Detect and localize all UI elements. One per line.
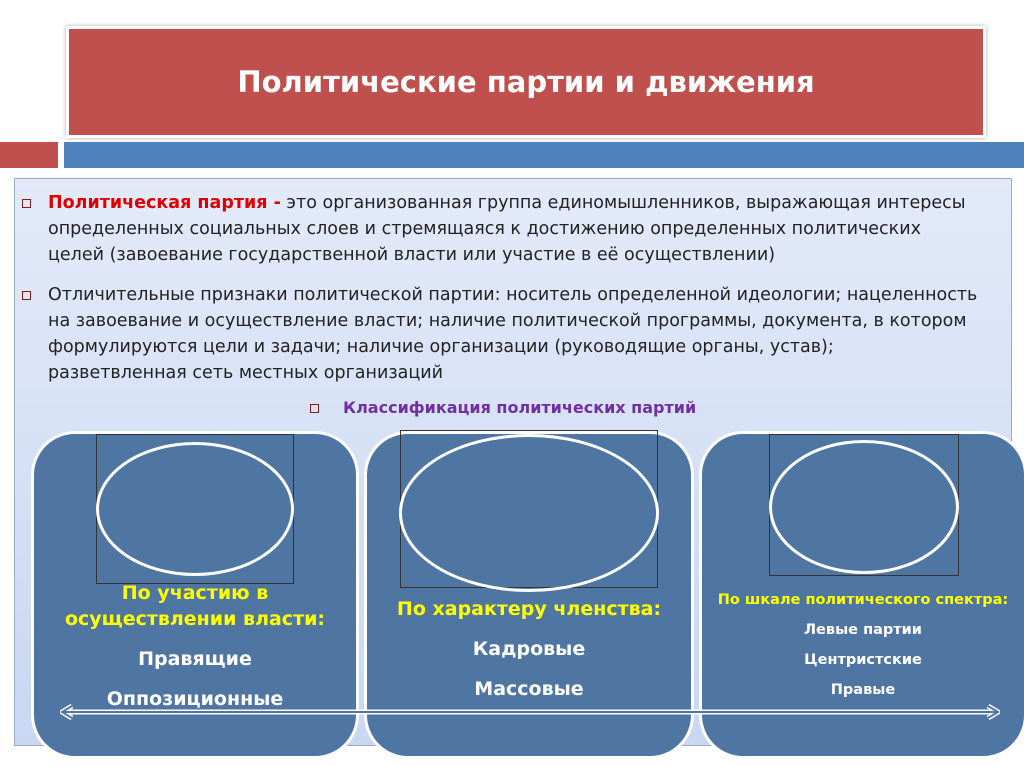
panel-heading: По шкале политического спектра: [717,592,1009,608]
panel-item: Правящие [138,648,252,670]
panel-heading: По характеру членства: [396,598,662,620]
classification-heading [310,398,696,417]
panel-item: Левые партии [804,622,922,638]
classification-title: Классификация политических партий [343,398,697,417]
square-bullet-icon [22,291,31,300]
ellipse-shape [96,442,294,576]
double-arrow-icon [60,702,1000,722]
bullet-features [48,282,978,386]
panel-heading: По участию в осуществлении власти: [64,582,325,630]
ellipse-shape [769,440,959,574]
panel-item: Правые [830,682,896,698]
panel-item: Массовые [474,678,584,700]
blue-accent-bar [64,142,1024,168]
slide-title: Политические партии и движения [237,65,815,99]
panel-item: Оппозиционные [106,688,284,710]
bullet-definition [48,190,978,268]
square-bullet-icon [310,404,319,413]
panel-item: Кадровые [472,638,586,660]
term: Политическая партия - [48,193,281,213]
features-text: Отличительные признаки политической партии: носитель определенной идеологии; нацеленность на завоевание и осуществление власти; наличие политической программы, документа, в котором формулируются цели и задачи; наличие организации (руководящие органы, устав); разветвленная сеть местных организаций [48,285,978,383]
red-accent-bar [0,142,58,168]
ellipse-shape [399,434,659,592]
definition-text: это организованная группа единомышленников, выражающая интересы определенных социальных слоев и стремящаяся к достижению определенных политических целей (завоевание государственной власти или участие в её осуществлении) [48,193,966,265]
panel-item: Центристские [804,652,922,668]
square-bullet-icon [22,199,31,208]
title-banner [66,26,986,138]
